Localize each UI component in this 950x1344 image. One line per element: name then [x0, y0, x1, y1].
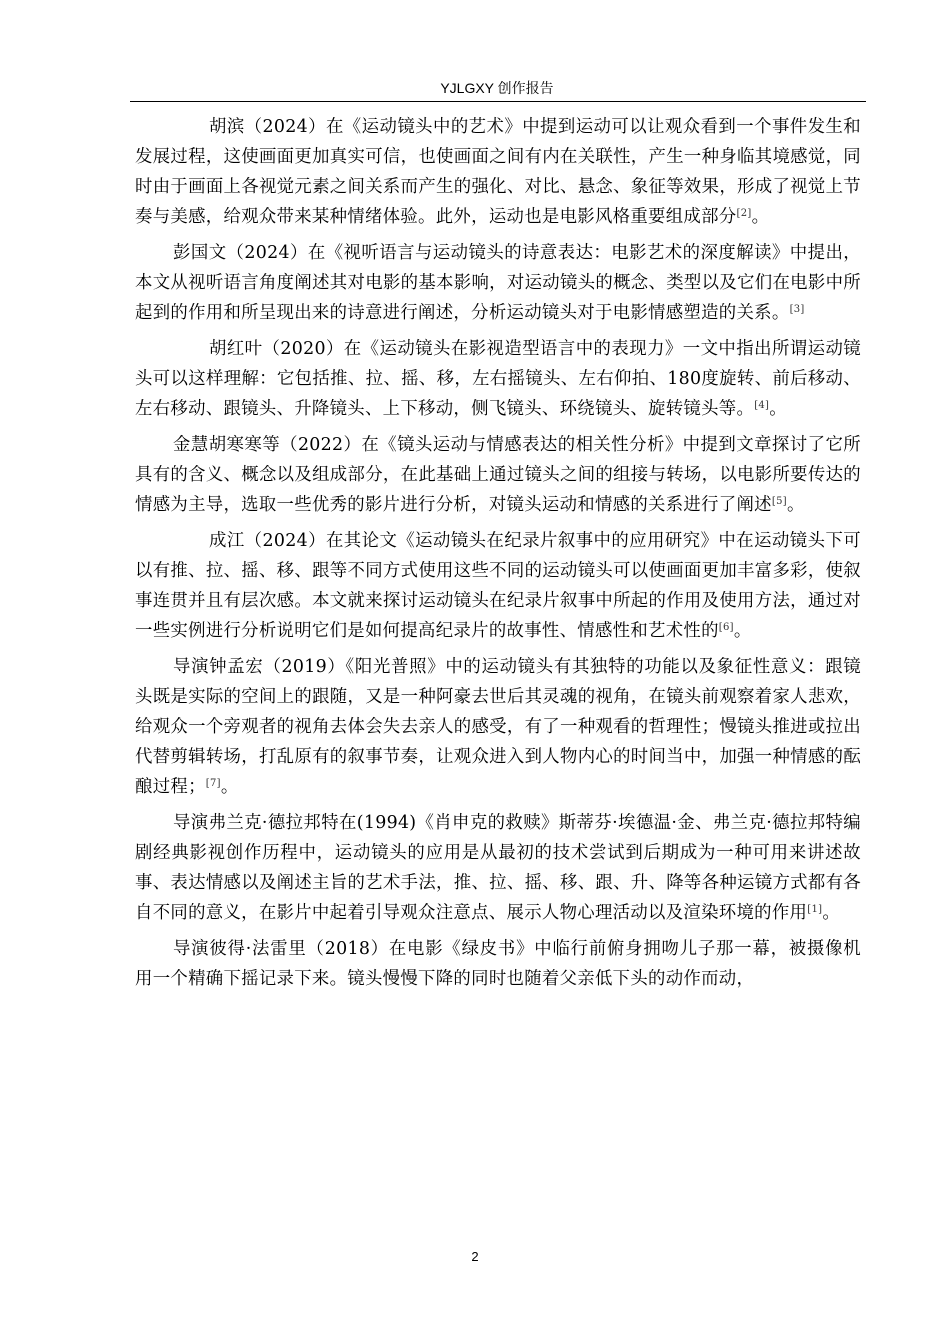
paragraph-tail: 。 [733, 621, 752, 641]
citation-ref: [5] [771, 496, 787, 507]
paragraph-text: 胡滨（2024）在《运动镜头中的艺术》中提到运动可以让观众看到一个事件发生和发展过程，这使画面更加真实可信，也使画面之间有内在关联性，产生一种身临其境感觉，同时由于画面上各视觉元素之间关系而产生的强化、对比、悬念、象征等效果，形成了视觉上节奏与美感，给观众带来某种情绪体验。此外，运动也是电影风格重要组成部分 [135, 117, 861, 227]
paragraph-text: 成江（2024）在其论文《运动镜头在纪录片叙事中的应用研究》中在运动镜头下可以有推、拉、摇、移、跟等不同方式使用这些不同的运动镜头可以使画面更加丰富多彩，使叙事连贯并且有层次感。本文就来探讨运动镜头在纪录片叙事中所起的作用及使用方法，通过对一些实例进行分析说明它们是如何提高纪录片的故事性、情感性和艺术性的 [135, 531, 861, 641]
paragraph-text: 金慧胡寒寒等（2022）在《镜头运动与情感表达的相关性分析》中提到文章探讨了它所具有的含义、概念以及组成部分，在此基础上通过镜头之间的组接与转场，以电影所要传达的情感为主导，选取一些优秀的影片进行分析，对镜头运动和情感的关系进行了阐述 [135, 435, 861, 515]
paragraph [135, 238, 861, 328]
paragraph [135, 334, 861, 424]
paragraph-text: 导演彼得·法雷里（2018）在电影《绿皮书》中临行前俯身拥吻儿子那一幕，被摄像机用一个精确下摇记录下来。镜头慢慢下降的同时也随着父亲低下头的动作而动， [135, 939, 861, 989]
paragraph-text: 导演弗兰克·德拉邦特在(1994)《肖申克的救赎》斯蒂芬·埃德温·金、弗兰克·德拉邦特编剧经典影视创作历程中，运动镜头的应用是从最初的技术尝试到后期成为一种可用来讲述故事、表达情感以及阐述主旨的艺术手法，推、拉、摇、移、跟、升、降等各种运镜方式都有各自不同的意义，在影片中起着引导观众注意点、展示人物心理活动以及渲染环境的作用 [135, 813, 861, 923]
paragraph-text: 彭国文（2024）在《视听语言与运动镜头的诗意表达：电影艺术的深度解读》中提出，本文从视听语言角度阐述其对电影的基本影响，对运动镜头的概念、类型以及它们在电影中所起到的作用和所呈现出来的诗意进行阐述，分析运动镜头对于电影情感塑造的关系。 [135, 243, 861, 323]
citation-ref: [3] [789, 304, 805, 315]
citation-ref: [1] [807, 904, 823, 915]
paragraph [135, 652, 861, 802]
citation-ref: [4] [754, 400, 770, 411]
paragraph [135, 112, 861, 232]
body-text [135, 112, 861, 1000]
paragraph [135, 430, 861, 520]
paragraph-text: 导演钟孟宏（2019）《阳光普照》中的运动镜头有其独特的功能以及象征性意义：跟镜头既是实际的空间上的跟随，又是一种阿豪去世后其灵魂的视角，在镜头前观察着家人悲欢，给观众一个旁观者的视角去体会失去亲人的感受，有了一种观看的哲理性；慢镜头推进或拉出代替剪辑转场，打乱原有的叙事节奏，让观众进入到人物内心的时间当中，加强一种情感的酝酿过程； [135, 657, 861, 797]
paragraph-tail: 。 [769, 399, 787, 419]
paragraph-tail: 。 [822, 903, 841, 923]
citation-ref: [7] [205, 778, 221, 789]
paragraph [135, 808, 861, 928]
paragraph-tail: 。 [786, 495, 805, 515]
citation-ref: [6] [718, 622, 734, 633]
citation-ref: [2] [736, 208, 752, 219]
header-rule [130, 101, 866, 102]
page-number: 2 [471, 1249, 479, 1264]
paragraph [135, 934, 861, 994]
paragraph-text: 胡红叶（2020）在《运动镜头在影视造型语言中的表现力》一文中指出所谓运动镜头可以这样理解：它包括推、拉、摇、移，左右摇镜头、左右仰拍、180度旋转、前后移动、左右移动、跟镜头、升降镜头、上下移动，侧飞镜头、环绕镜头、旋转镜头等。 [135, 339, 861, 419]
paragraph-tail: 。 [220, 777, 239, 797]
page-header: YJLGXY 创作报告 [440, 80, 554, 96]
paragraph [135, 526, 861, 646]
paragraph-tail: 。 [751, 207, 770, 227]
